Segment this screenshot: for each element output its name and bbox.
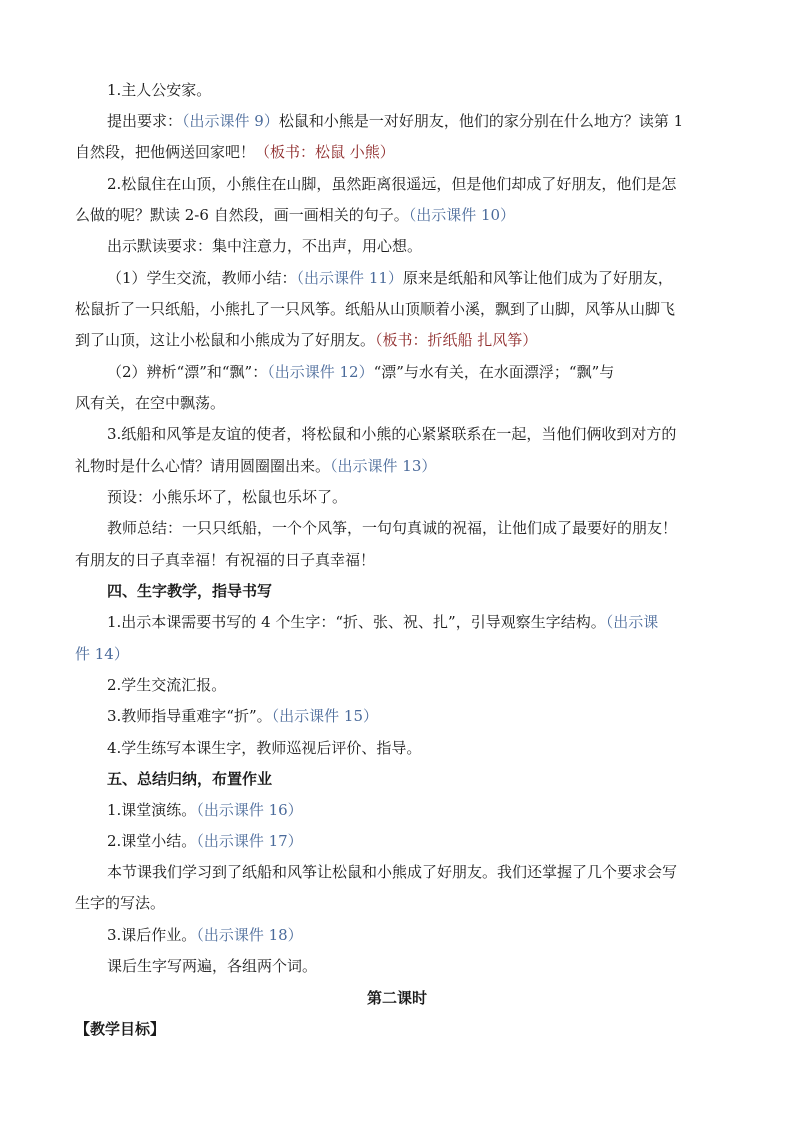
para-1: 1.主人公安家。 bbox=[107, 81, 212, 99]
para-16: 本节课我们学习到了纸船和风筝让松鼠和小熊成了好朋友。我们还掌握了几个要求会写 bbox=[107, 863, 678, 881]
courseware-ref: （出示课件 15） bbox=[271, 707, 379, 725]
courseware-ref: （出示课件 18） bbox=[196, 926, 303, 944]
para-15: 2.课堂小结。（出示课件 17） bbox=[107, 832, 303, 850]
blackboard-note: （板书：折纸船 扎风筝） bbox=[375, 331, 538, 349]
para-10-cont: 件 14） bbox=[75, 645, 129, 663]
para-5: （1）学生交流，教师小结：（出示课件 11）原来是纸船和风筝让他们成为了好朋友， bbox=[107, 269, 673, 287]
courseware-ref: （出示课件 11） bbox=[296, 269, 403, 287]
para-7: 3.纸船和风筝是友谊的使者，将松鼠和小熊的心紧紧联系在一起，当他们俩收到对方的 bbox=[107, 425, 677, 443]
section-heading-5: 五、总结归纳，布置作业 bbox=[107, 770, 273, 788]
para-10: 1.出示本课需要书写的 4 个生字：“折、张、祝、扎”，引导观察生字结构。（出示课 bbox=[107, 613, 659, 631]
para-6: （2）辨析“漂”和“飘”：（出示课件 12）“漂”与水有关，在水面漂浮；“飘”与 bbox=[107, 363, 615, 381]
para-4: 出示默读要求：集中注意力，不出声，用心想。 bbox=[107, 237, 423, 255]
para-11: 2.学生交流汇报。 bbox=[107, 676, 227, 694]
courseware-ref: （出示课件 16） bbox=[196, 801, 303, 819]
para-18: 课后生字写两遍，各组两个词。 bbox=[107, 957, 318, 975]
para-2: 提出要求：（出示课件 9）松鼠和小熊是一对好朋友，他们的家分别在什么地方？读第 1 bbox=[107, 112, 684, 130]
teaching-goals-heading: 【教学目标】 bbox=[75, 1020, 166, 1038]
para-3: 2.松鼠住在山顶，小熊住在山脚，虽然距离很遥远，但是他们却成了好朋友，他们是怎 bbox=[107, 175, 677, 193]
para-9-cont: 有朋友的日子真幸福！有祝福的日子真幸福！ bbox=[75, 551, 376, 569]
courseware-ref: （出示课件 17） bbox=[196, 832, 303, 850]
para-13: 4.学生练写本课生字，教师巡视后评价、指导。 bbox=[107, 739, 422, 757]
para-2-cont: 自然段，把他俩送回家吧！（板书：松鼠 小熊） bbox=[75, 143, 395, 161]
lesson-title: 第二课时 bbox=[366, 989, 427, 1007]
para-5-cont2: 到了山顶，这让小松鼠和小熊成为了好朋友。（板书：折纸船 扎风筝） bbox=[75, 331, 538, 349]
para-3-cont: 么做的呢？默读 2-6 自然段，画一画相关的句子。（出示课件 10） bbox=[75, 206, 516, 224]
para-7-cont: 礼物时是什么心情？请用圆圈圈出来。（出示课件 13） bbox=[75, 457, 437, 475]
para-17: 3.课后作业。（出示课件 18） bbox=[107, 926, 303, 944]
para-5-cont: 松鼠折了一只纸船，小熊扎了一只风筝。纸船从山顶顺着小溪，飘到了山脚，风筝从山脚飞 bbox=[75, 300, 676, 318]
blackboard-note: （板书：松鼠 小熊） bbox=[255, 143, 395, 161]
para-12: 3.教师指导重难字“折”。（出示课件 15） bbox=[107, 707, 379, 725]
para-14: 1.课堂演练。（出示课件 16） bbox=[107, 801, 303, 819]
para-16-cont: 生字的写法。 bbox=[75, 894, 166, 912]
courseware-ref: （出示课件 12） bbox=[267, 363, 374, 381]
courseware-ref: （出示课 bbox=[605, 613, 659, 631]
courseware-ref: （出示课件 9） bbox=[182, 112, 279, 130]
courseware-ref: （出示课件 10） bbox=[408, 206, 516, 224]
section-heading-4: 四、生字教学，指导书写 bbox=[107, 582, 273, 600]
para-6-cont: 风有关，在空中飘荡。 bbox=[75, 394, 226, 412]
para-8: 预设：小熊乐坏了，松鼠也乐坏了。 bbox=[107, 488, 348, 506]
courseware-ref: （出示课件 13） bbox=[330, 457, 437, 475]
para-9: 教师总结：一只只纸船，一个个风筝，一句句真诚的祝福，让他们成了最要好的朋友！ bbox=[107, 519, 678, 537]
